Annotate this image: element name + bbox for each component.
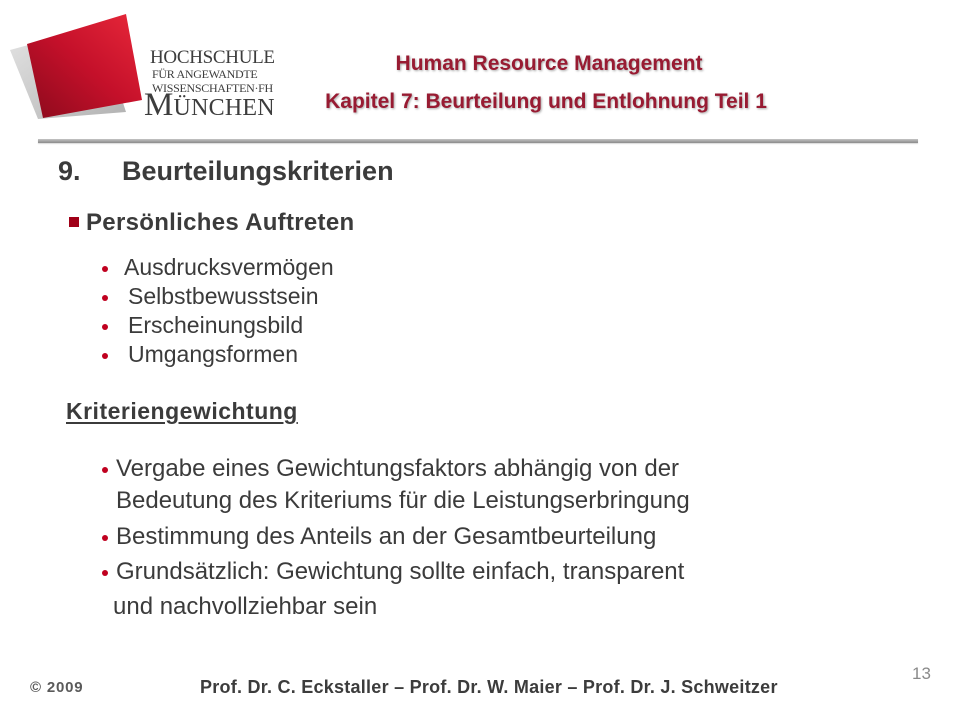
authors-line: Prof. Dr. C. Eckstaller – Prof. Dr. W. Maier – Prof. Dr. J. Schweitzer [200,677,778,697]
logo-text-angewandte: FÜR ANGEWANDTE [152,67,258,81]
copyright-notice: © 2009 [30,679,84,696]
logo-text-hochschule: HOCHSCHULE [150,47,275,68]
logo-text-wissenschaften: WISSENSCHAFTEN·FH [152,81,273,95]
header-divider [38,139,918,143]
criterion-item: Ausdrucksvermögen [124,254,334,280]
criterion-item: Umgangsformen [128,341,299,367]
criterion-heading: Persönliches Auftreten [86,209,355,236]
weighting-item-line: Bestimmung des Anteils an der Gesamtbeurteilung [116,523,657,550]
course-title: Human Resource Management [395,52,703,75]
round-bullet-icon [102,535,108,541]
round-bullet-icon [102,266,108,272]
round-bullet-icon [102,353,108,359]
criterion-item: Selbstbewusstsein [128,283,319,309]
weighting-item-line: Bedeutung des Kriteriums für die Leistungserbringung [116,487,690,514]
round-bullet-icon [102,467,108,473]
weighting-item-line: und nachvollziehbar sein [113,593,378,620]
weighting-item-line: Vergabe eines Gewichtungsfaktors abhängig von der [116,455,680,482]
square-bullet-icon [69,217,79,227]
logo-text-muenchen: MÜNCHEN [144,87,275,123]
logo-emblem-icon [0,0,150,130]
logo-red-square [27,14,142,118]
page-number: 13 [912,664,931,683]
round-bullet-icon [102,295,108,301]
weighting-heading: Kriteriengewichtung [66,398,298,424]
weighting-item-line: Grundsätzlich: Gewichtung sollte einfach, transparent [116,558,685,585]
round-bullet-icon [102,324,108,330]
section-number: 9. [58,156,81,186]
section-title: Beurteilungskriterien [122,156,394,186]
round-bullet-icon [102,570,108,576]
chapter-title: Kapitel 7: Beurteilung und Entlohnung Teil 1 [325,90,767,113]
criterion-item: Erscheinungsbild [128,312,304,338]
